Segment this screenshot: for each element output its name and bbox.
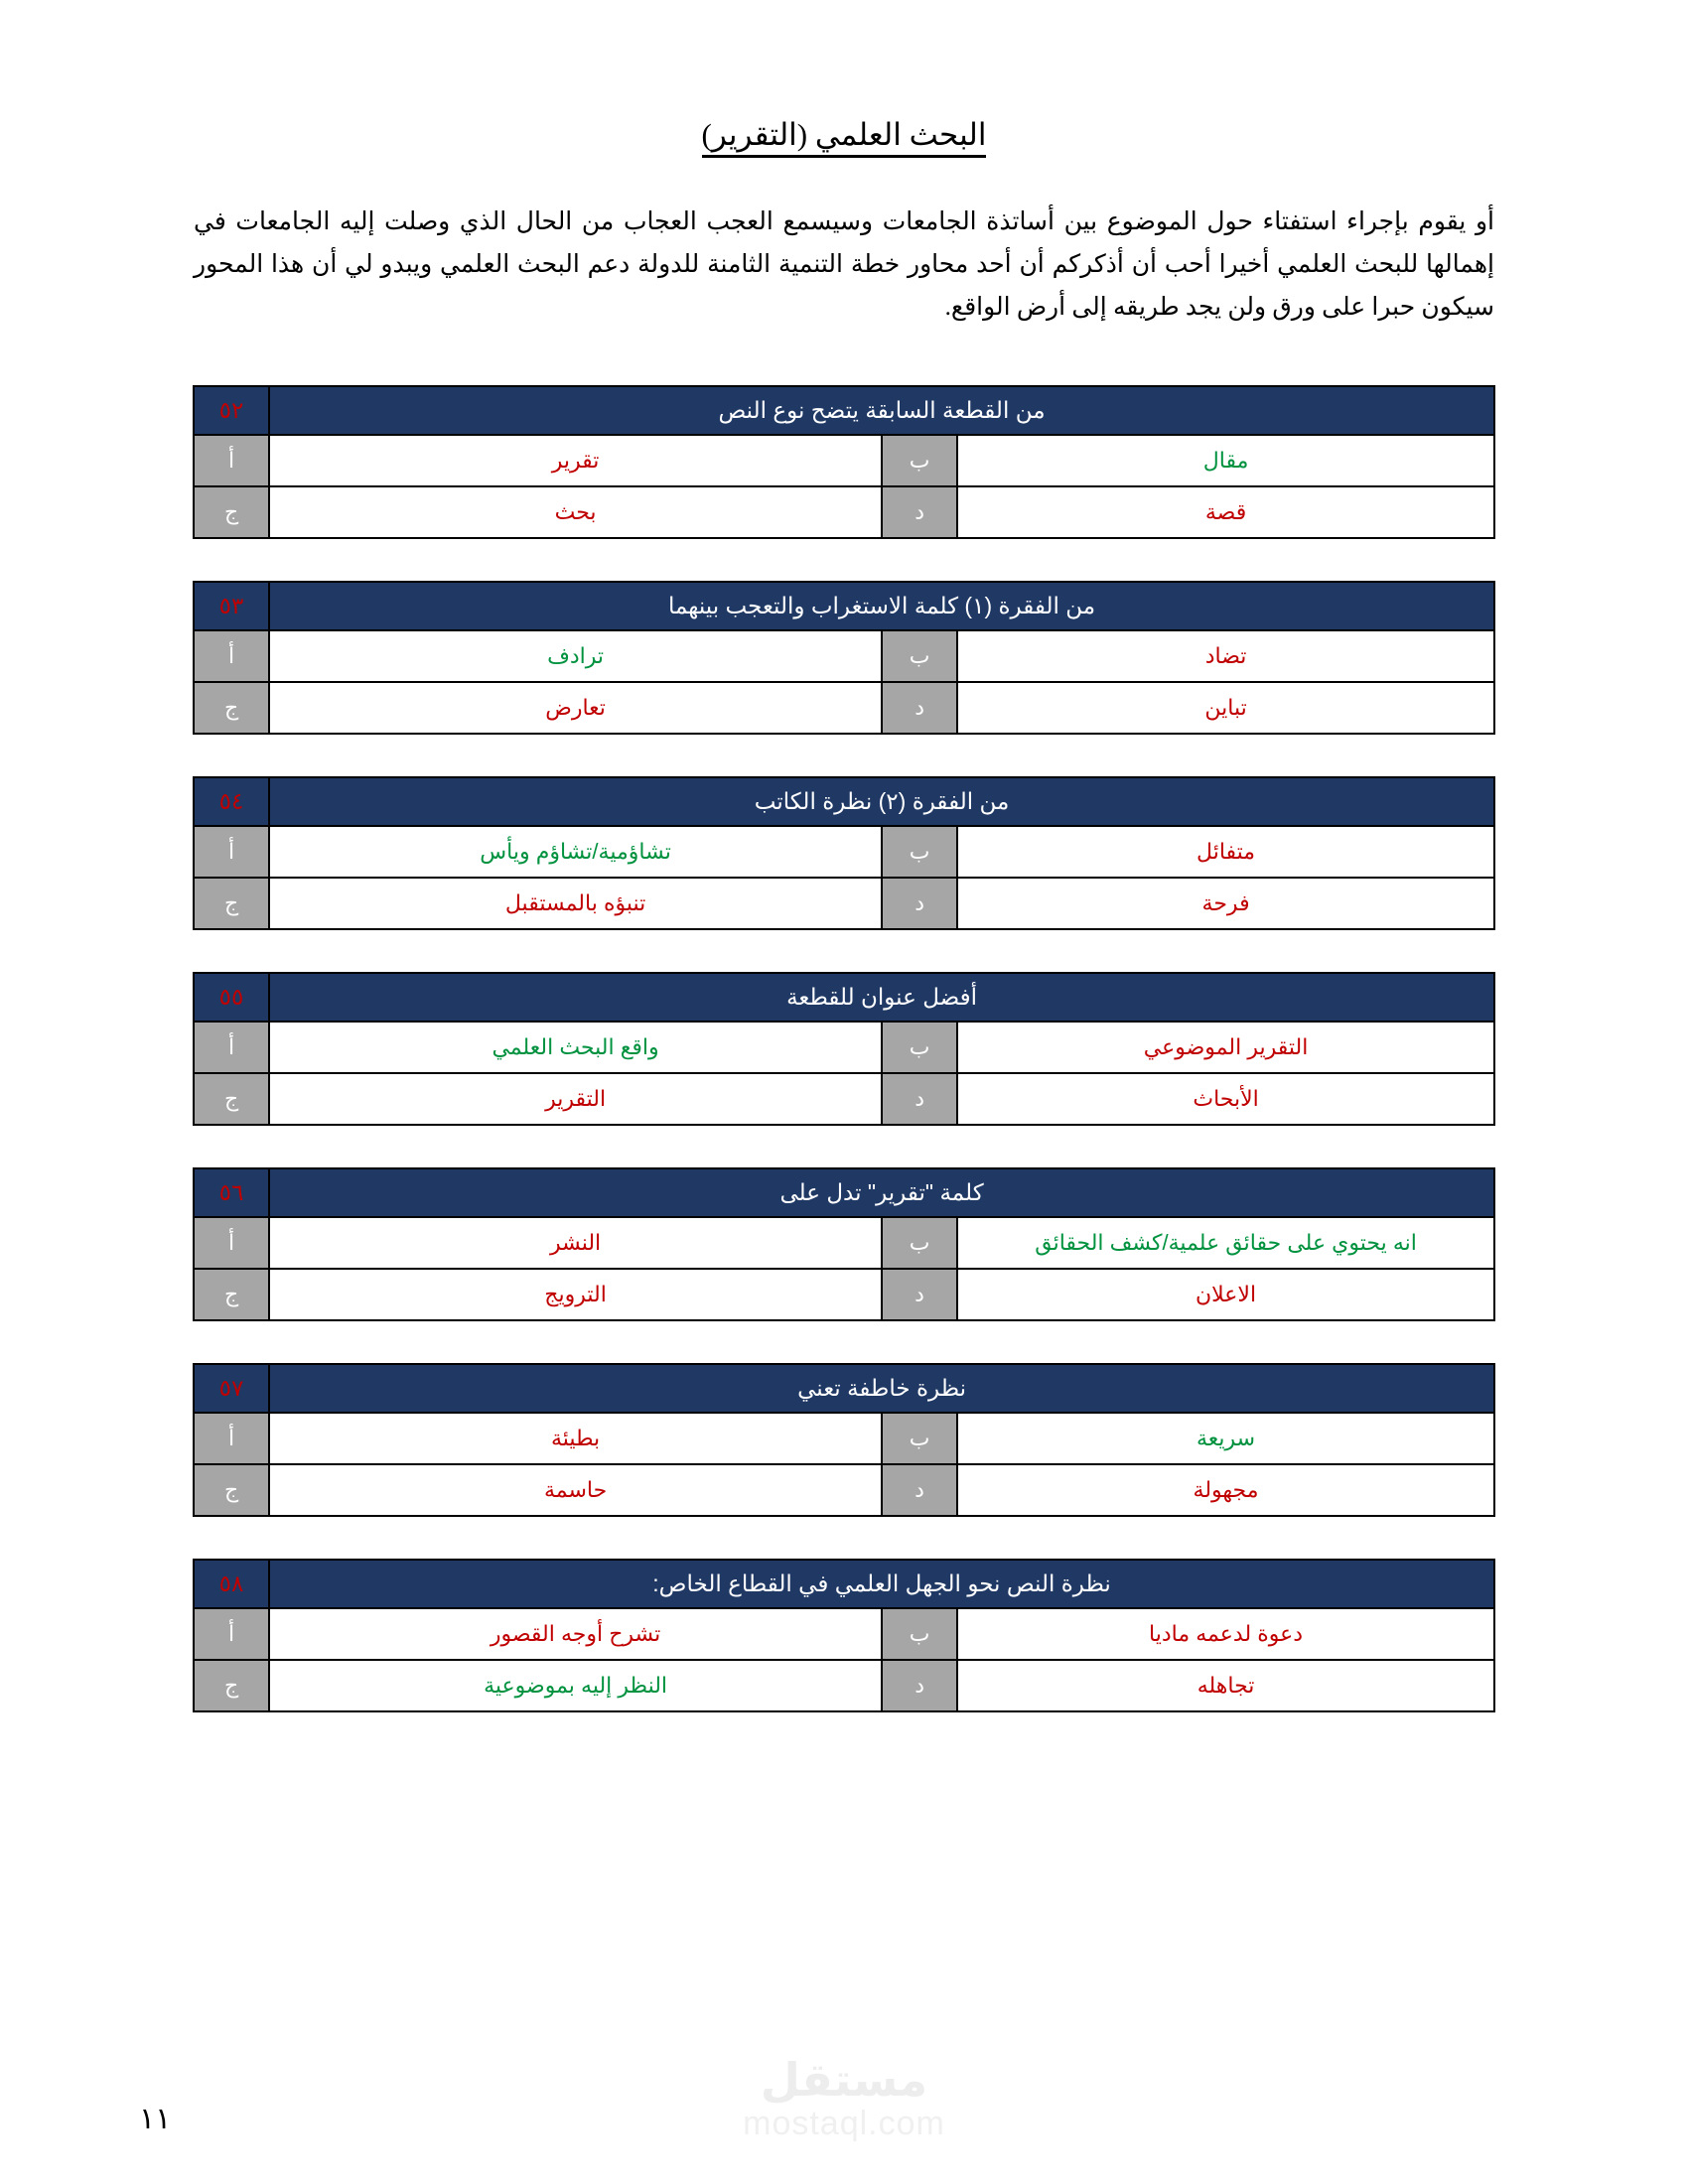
option-letter-c: ج bbox=[194, 1464, 269, 1516]
option-letter-d: د bbox=[882, 486, 957, 538]
option-row bbox=[194, 1464, 1494, 1516]
option-letter-d: د bbox=[882, 1073, 957, 1125]
question-block bbox=[193, 972, 1495, 1126]
question-block bbox=[193, 1559, 1495, 1712]
watermark-latin: mostaql.com bbox=[743, 2105, 945, 2143]
option-letter-d: د bbox=[882, 1464, 957, 1516]
option-text-d[interactable]: تباين bbox=[957, 682, 1494, 734]
option-letter-b: ب bbox=[882, 1022, 957, 1073]
watermark-arabic: مستقل bbox=[760, 2053, 928, 2106]
question-number: ٥٥ bbox=[194, 973, 269, 1022]
option-letter-a: أ bbox=[194, 1608, 269, 1660]
option-text-a[interactable]: ترادف bbox=[269, 630, 882, 682]
option-letter-c: ج bbox=[194, 682, 269, 734]
question-header-row bbox=[194, 386, 1494, 435]
page-title bbox=[0, 0, 1688, 153]
option-text-c[interactable]: النظر إليه بموضوعية bbox=[269, 1660, 882, 1711]
option-letter-c: ج bbox=[194, 1269, 269, 1320]
question-prompt: نظرة خاطفة تعني bbox=[269, 1364, 1494, 1413]
option-letter-c: ج bbox=[194, 878, 269, 929]
option-letter-b: ب bbox=[882, 1413, 957, 1464]
option-row bbox=[194, 486, 1494, 538]
option-letter-a: أ bbox=[194, 1022, 269, 1073]
option-letter-a: أ bbox=[194, 435, 269, 486]
option-letter-c: ج bbox=[194, 1660, 269, 1711]
option-text-d[interactable]: فرحة bbox=[957, 878, 1494, 929]
question-block bbox=[193, 385, 1495, 539]
option-letter-b: ب bbox=[882, 1217, 957, 1269]
option-row bbox=[194, 1608, 1494, 1660]
question-prompt: من القطعة السابقة يتضح نوع النص bbox=[269, 386, 1494, 435]
option-text-a[interactable]: واقع البحث العلمي bbox=[269, 1022, 882, 1073]
option-text-a[interactable]: النشر bbox=[269, 1217, 882, 1269]
option-row bbox=[194, 1660, 1494, 1711]
option-letter-a: أ bbox=[194, 630, 269, 682]
option-row bbox=[194, 435, 1494, 486]
questions-list bbox=[193, 329, 1495, 1712]
option-row bbox=[194, 1022, 1494, 1073]
option-text-c[interactable]: حاسمة bbox=[269, 1464, 882, 1516]
question-block bbox=[193, 776, 1495, 930]
question-block bbox=[193, 581, 1495, 735]
page-number: ١١ bbox=[139, 2103, 172, 2135]
option-text-c[interactable]: التقرير bbox=[269, 1073, 882, 1125]
option-letter-c: ج bbox=[194, 486, 269, 538]
option-text-c[interactable]: تنبؤه بالمستقبل bbox=[269, 878, 882, 929]
question-number: ٥٣ bbox=[194, 582, 269, 630]
option-text-b[interactable]: التقرير الموضوعي bbox=[957, 1022, 1494, 1073]
question-prompt: من الفقرة (١) كلمة الاستغراب والتعجب بينهما bbox=[269, 582, 1494, 630]
option-letter-b: ب bbox=[882, 435, 957, 486]
option-letter-b: ب bbox=[882, 630, 957, 682]
option-row bbox=[194, 682, 1494, 734]
question-number: ٥٧ bbox=[194, 1364, 269, 1413]
option-letter-b: ب bbox=[882, 826, 957, 878]
option-row bbox=[194, 1217, 1494, 1269]
option-letter-d: د bbox=[882, 682, 957, 734]
option-letter-d: د bbox=[882, 1660, 957, 1711]
option-text-a[interactable]: بطيئة bbox=[269, 1413, 882, 1464]
option-text-d[interactable]: الاعلان bbox=[957, 1269, 1494, 1320]
option-letter-b: ب bbox=[882, 1608, 957, 1660]
option-text-c[interactable]: بحث bbox=[269, 486, 882, 538]
question-prompt: أفضل عنوان للقطعة bbox=[269, 973, 1494, 1022]
question-prompt: من الفقرة (٢) نظرة الكاتب bbox=[269, 777, 1494, 826]
option-text-b[interactable]: تضاد bbox=[957, 630, 1494, 682]
option-row bbox=[194, 1413, 1494, 1464]
watermark bbox=[0, 2053, 1688, 2144]
option-text-d[interactable]: الأبحاث bbox=[957, 1073, 1494, 1125]
option-row bbox=[194, 826, 1494, 878]
question-number: ٥٢ bbox=[194, 386, 269, 435]
option-text-b[interactable]: مقال bbox=[957, 435, 1494, 486]
option-row bbox=[194, 878, 1494, 929]
option-text-d[interactable]: مجهولة bbox=[957, 1464, 1494, 1516]
question-block bbox=[193, 1363, 1495, 1517]
option-letter-c: ج bbox=[194, 1073, 269, 1125]
question-header-row bbox=[194, 1168, 1494, 1217]
option-text-b[interactable]: دعوة لدعمه ماديا bbox=[957, 1608, 1494, 1660]
option-text-c[interactable]: تعارض bbox=[269, 682, 882, 734]
question-block bbox=[193, 1167, 1495, 1321]
option-text-a[interactable]: تشرح أوجه القصور bbox=[269, 1608, 882, 1660]
question-header-row bbox=[194, 1364, 1494, 1413]
option-text-b[interactable]: سريعة bbox=[957, 1413, 1494, 1464]
option-row bbox=[194, 1073, 1494, 1125]
intro-paragraph: أو يقوم بإجراء استفتاء حول الموضوع بين أساتذة الجامعات وسيسمع العجب العجاب من الحال الذي وصلت إليه الجامعات في إهمالها للبحث العلمي أخيرا أحب أن أذكركم أن أحد محاور خطة التنمية الثامنة للدولة دعم البحث العلمي ويبدو لي أن هذا المحور سيكون حبرا على ورق ولن يجد طريقه إلى أرض الواقع. bbox=[194, 208, 1494, 321]
option-text-d[interactable]: تجاهله bbox=[957, 1660, 1494, 1711]
option-row bbox=[194, 630, 1494, 682]
question-prompt: نظرة النص نحو الجهل العلمي في القطاع الخاص: bbox=[269, 1560, 1494, 1608]
option-text-a[interactable]: تقرير bbox=[269, 435, 882, 486]
question-header-row bbox=[194, 777, 1494, 826]
option-text-b[interactable]: انه يحتوي على حقائق علمية/كشف الحقائق bbox=[957, 1217, 1494, 1269]
option-letter-d: د bbox=[882, 878, 957, 929]
question-prompt: كلمة "تقرير" تدل على bbox=[269, 1168, 1494, 1217]
option-letter-d: د bbox=[882, 1269, 957, 1320]
option-text-b[interactable]: متفائل bbox=[957, 826, 1494, 878]
question-number: ٥٦ bbox=[194, 1168, 269, 1217]
page-title-text: البحث العلمي (التقرير) bbox=[702, 117, 987, 158]
option-letter-a: أ bbox=[194, 1217, 269, 1269]
option-text-d[interactable]: قصة bbox=[957, 486, 1494, 538]
option-row bbox=[194, 1269, 1494, 1320]
option-letter-a: أ bbox=[194, 826, 269, 878]
question-header-row bbox=[194, 582, 1494, 630]
question-number: ٥٤ bbox=[194, 777, 269, 826]
question-number: ٥٨ bbox=[194, 1560, 269, 1608]
option-text-a[interactable]: تشاؤمية/تشاؤم ويأس bbox=[269, 826, 882, 878]
question-header-row bbox=[194, 973, 1494, 1022]
option-text-c[interactable]: الترويج bbox=[269, 1269, 882, 1320]
question-header-row bbox=[194, 1560, 1494, 1608]
option-letter-a: أ bbox=[194, 1413, 269, 1464]
